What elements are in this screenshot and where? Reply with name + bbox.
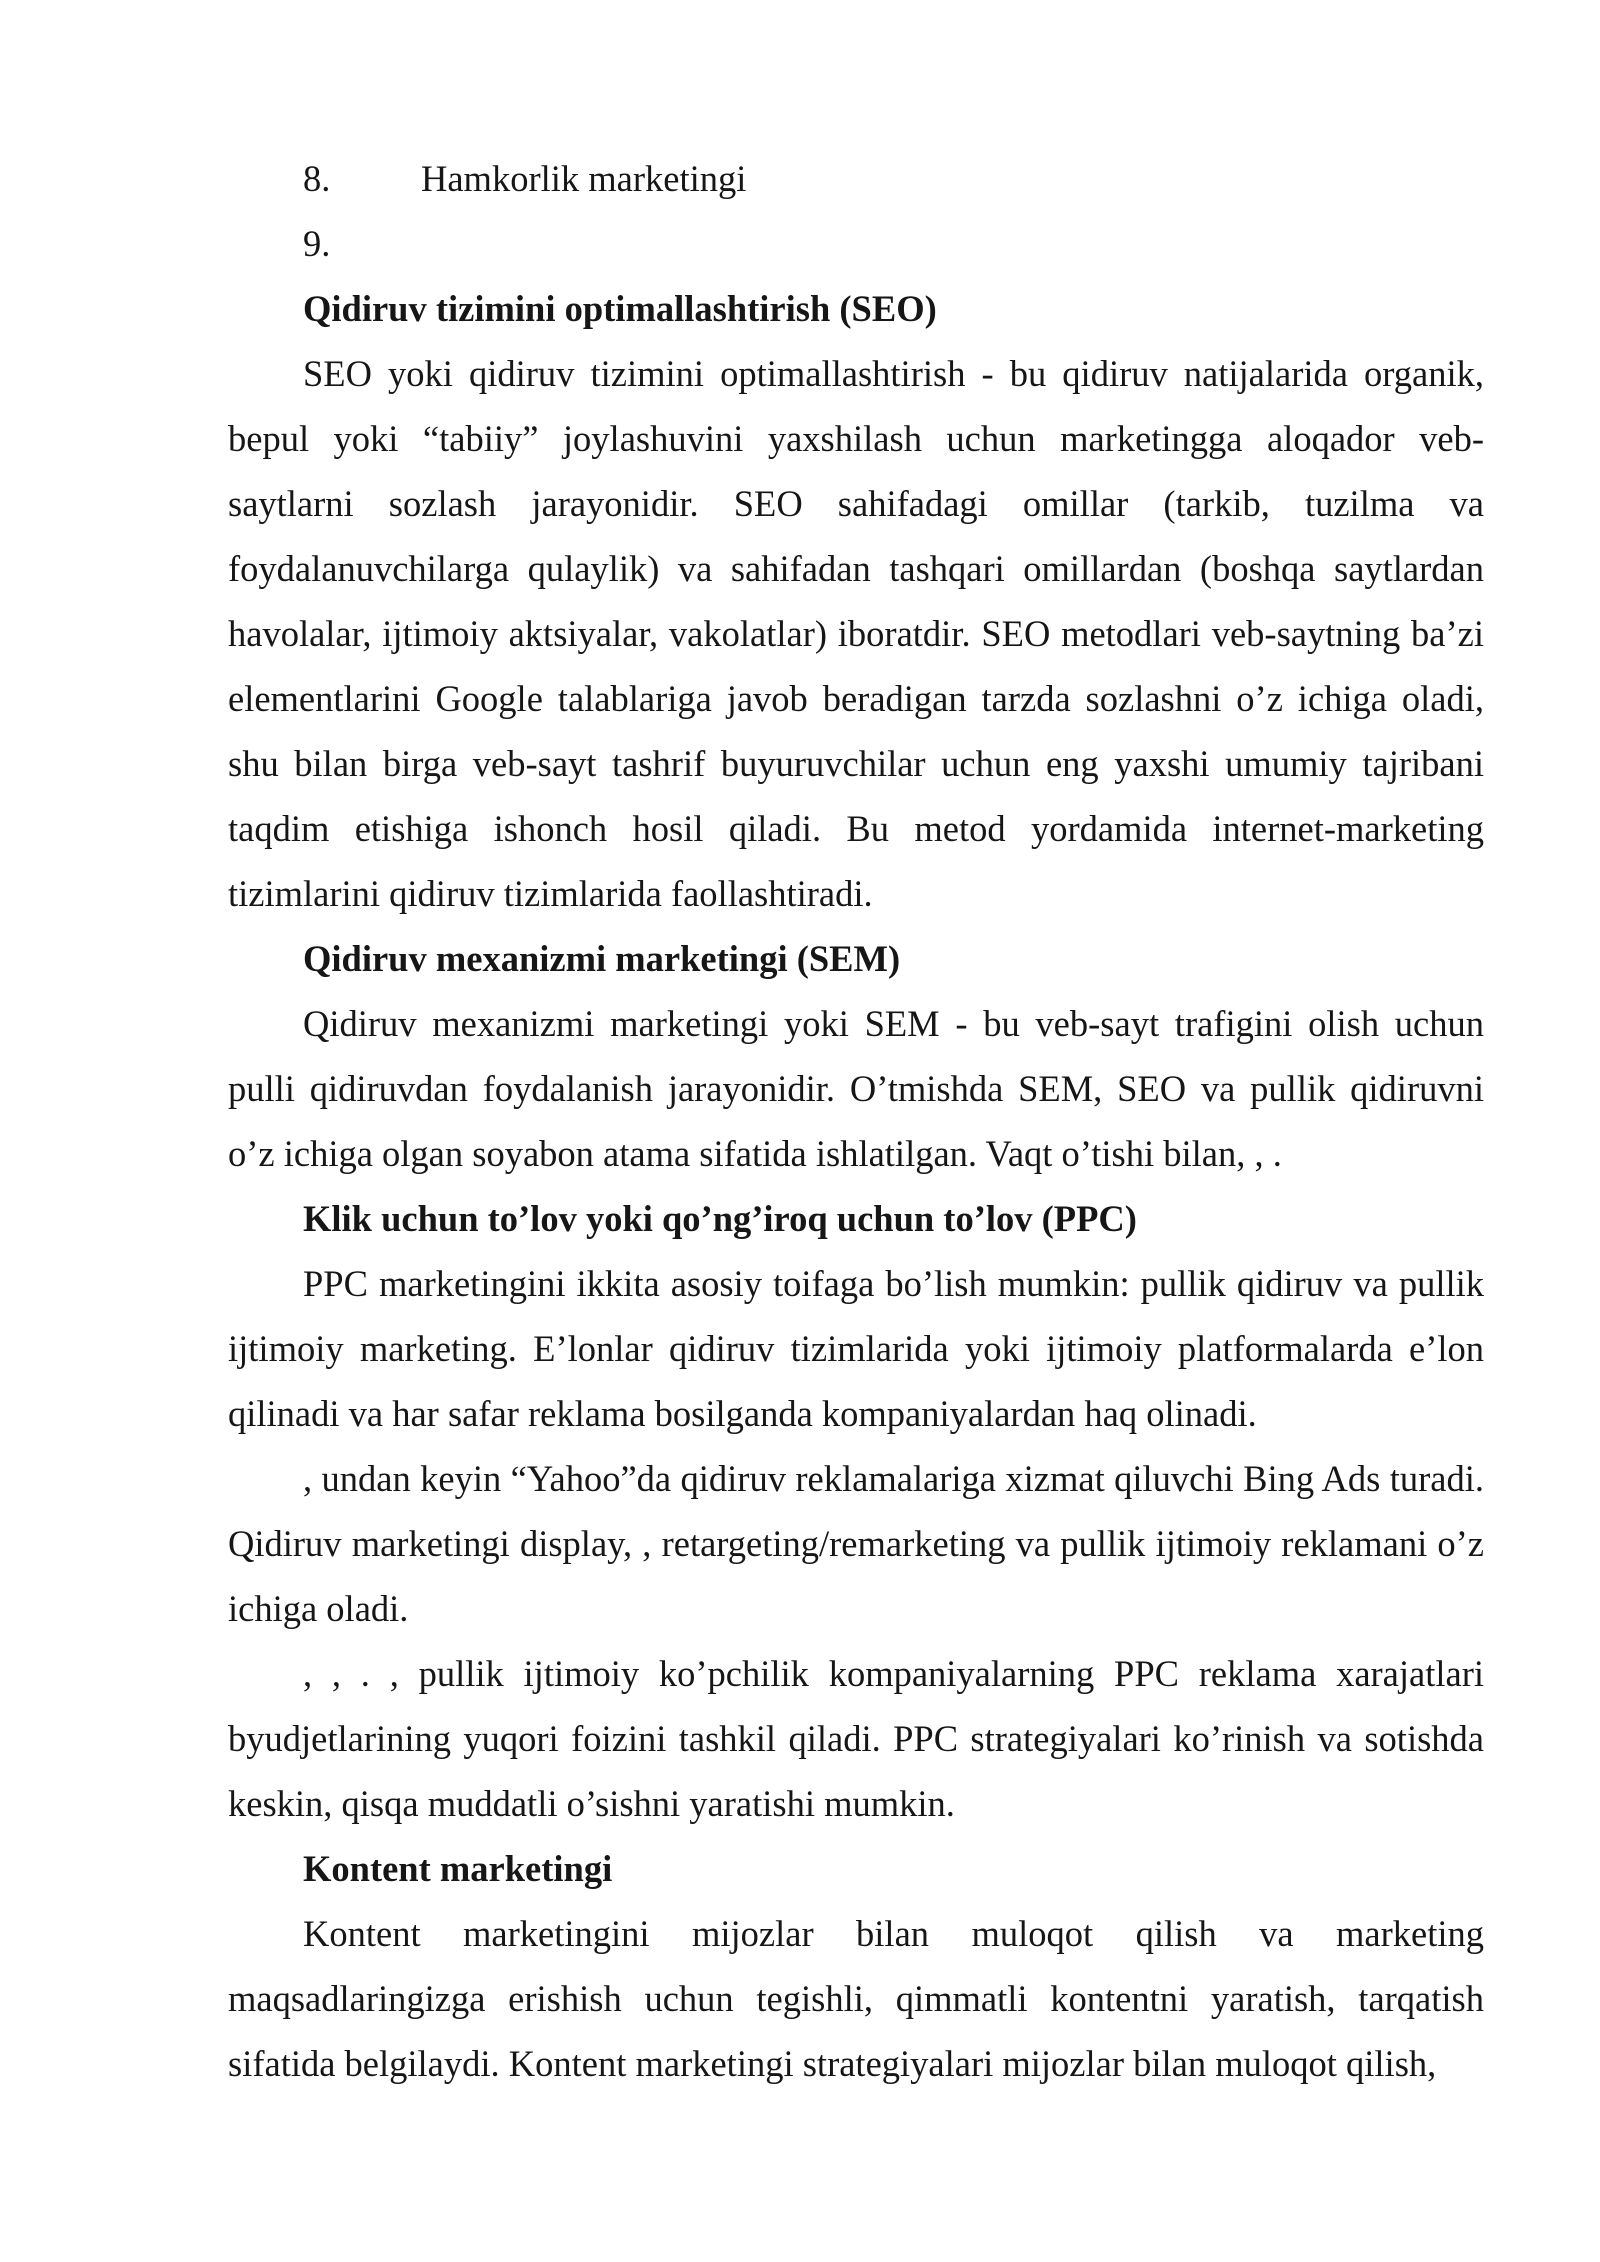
paragraph: SEO yoki qidiruv tizimini optimallashtirish - bu qidiruv natijalarida organik, bepul yoki “tabiiy” joylashuvini yaxshilash uchun marketingga aloqador veb-saytlarni sozlash jarayonidir. SEO sahifadagi omillar (tarkib, tuzilma va foydalanuvchilarga qulaylik) va sahifadan tashqari omillardan (boshqa saytlardan havolalar, ijtimoiy aktsiyalar, vakolatlar) iboratdir. SEO metodlari veb-saytning ba’zi elementlarini Google talablariga javob beradigan tarzda sozlashni o’z ichiga oladi, shu bilan birga veb-sayt tashrif buyuruvchilar uchun eng yaxshi umumiy tajribani taqdim etishiga ishonch hosil qiladi. Bu metod yordamida internet-marketing tizimlarini qidiruv tizimlarida faollashtiradi. [228, 353, 1484, 914]
paragraph: Kontent marketingini mijozlar bilan muloqot qilish va marketing maqsadlaringizga erishish uchun tegishli, qimmatli kontentni yaratish, tarqatish sifatida belgilaydi. Kontent marketingi strategiyalari mijozlar bilan muloqot qilish, [228, 1913, 1484, 2084]
paragraph: , , . , pullik ijtimoiy ko’pchilik kompaniyalarning PPC reklama xarajatlari byudjetlarining yuqori foizini tashkil qiladi. PPC strategiyalari ko’rinish va sotishda keskin, qisqa muddatli o’sishni yaratishi mumkin. [228, 1653, 1484, 1824]
section-heading: Klik uchun to’lov yoki qo’ng’iroq uchun to’lov (PPC) [303, 1198, 1137, 1239]
section-seo [228, 276, 1484, 926]
list-text: Hamkorlik marketingi [421, 158, 747, 199]
section-sem [228, 926, 1484, 1186]
paragraph: PPC marketingini ikkita asosiy toifaga bo’lish mumkin: pullik qidiruv va pullik ijtimoiy marketing. E’lonlar qidiruv tizimlarida yoki ijtimoiy platformalarda e’lon qilinadi va har safar reklama bosilganda kompaniyalardan haq olinadi. [228, 1263, 1484, 1434]
section-heading: Qidiruv mexanizmi marketingi (SEM) [303, 938, 901, 979]
list-item [228, 146, 1484, 211]
section-heading: Qidiruv tizimini optimallashtirish (SEO) [303, 288, 937, 329]
section-heading: Kontent marketingi [303, 1848, 613, 1889]
paragraph: , undan keyin “Yahoo”da qidiruv reklamalariga xizmat qiluvchi Bing Ads turadi. Qidiruv marketingi display, , retargeting/remarketing va pullik ijtimoiy reklamani o’z ichiga oladi. [228, 1458, 1484, 1629]
list-number: 8. [303, 158, 331, 199]
section-content-marketing [228, 1836, 1484, 2096]
paragraph: Qidiruv mexanizmi marketingi yoki SEM - bu veb-sayt trafigini olish uchun pulli qidiruvdan foydalanish jarayonidir. O’tmishda SEM, SEO va pullik qidiruvni o’z ichiga olgan soyabon atama sifatida ishlatilgan. Vaqt o’tishi bilan, , . [228, 1003, 1484, 1174]
document-page [228, 146, 1484, 2096]
list-number: 9. [303, 223, 331, 264]
section-ppc [228, 1186, 1484, 1836]
list-item [228, 211, 1484, 276]
